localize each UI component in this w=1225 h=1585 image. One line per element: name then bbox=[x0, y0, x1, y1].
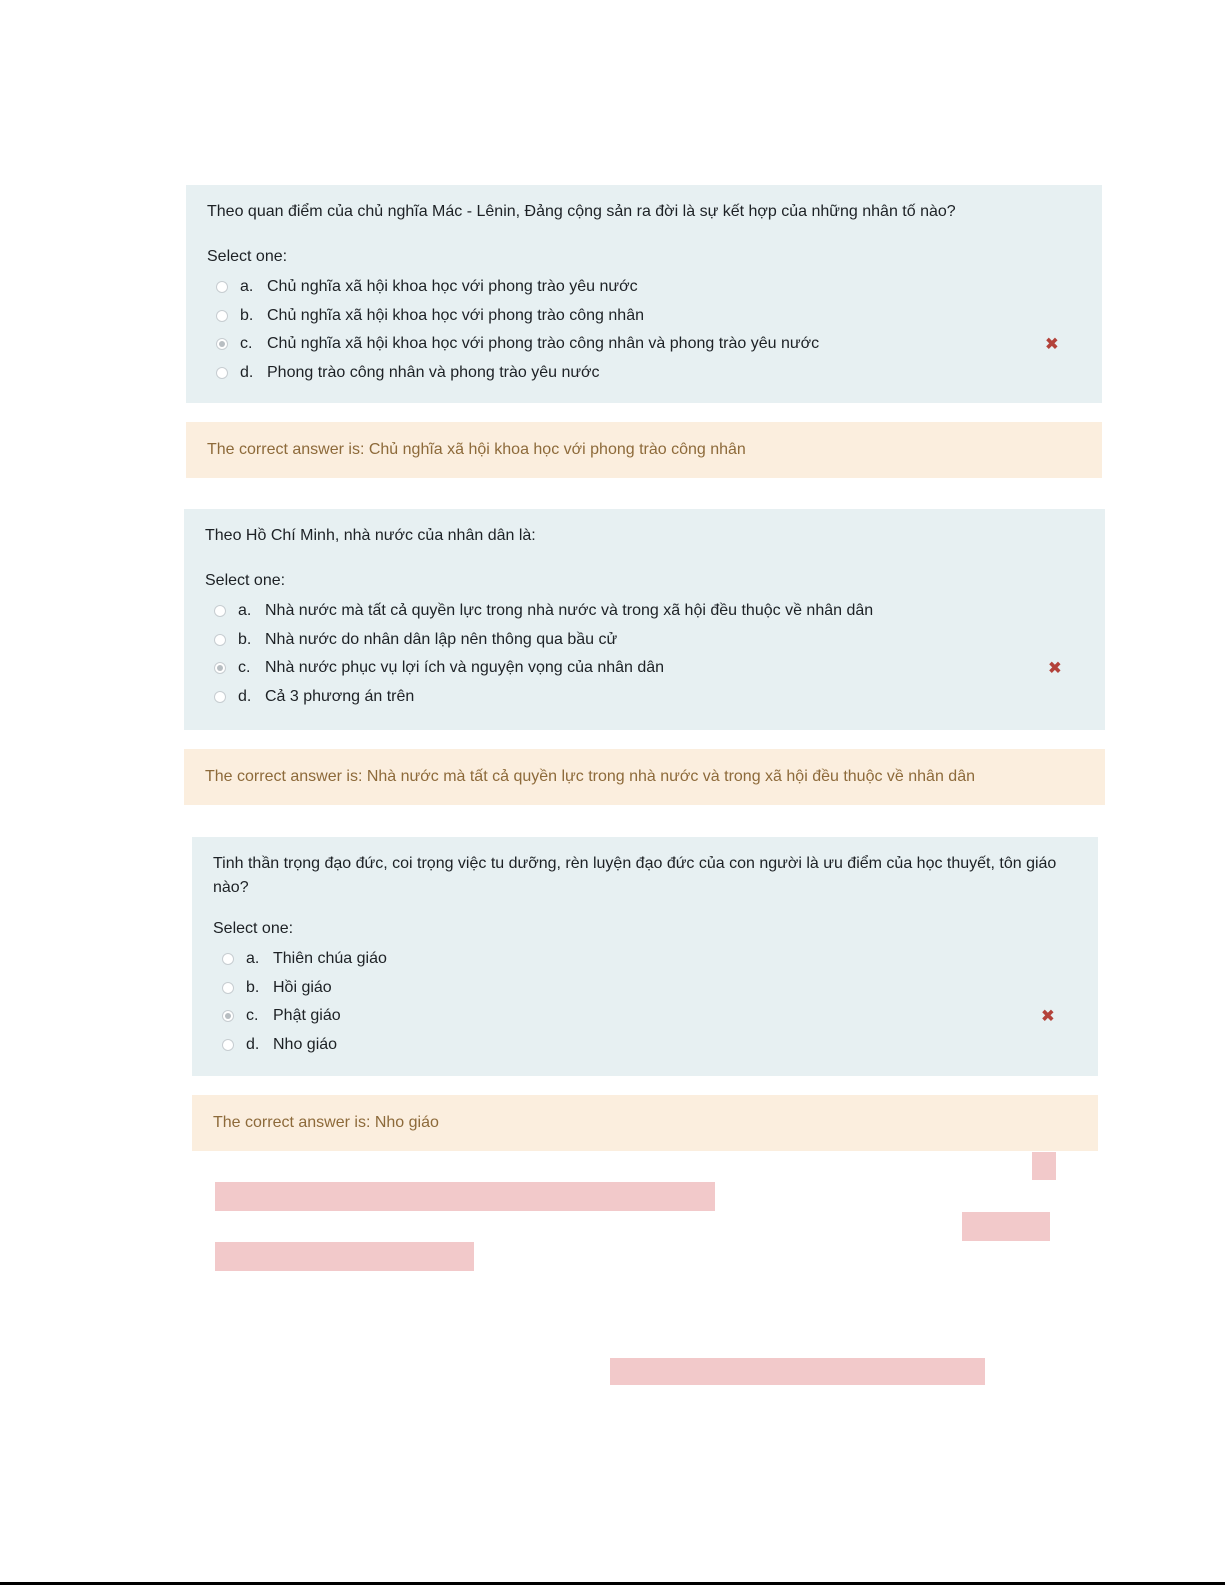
question-text-line-1: Tinh thần trọng đạo đức, coi trọng việc tu dưỡng, rèn luyện đạo đức của con người là ưu điểm của học thuyết, tôn giáo bbox=[213, 855, 1057, 872]
option-letter: b. bbox=[246, 978, 260, 996]
cross-icon: ✖ bbox=[1040, 1006, 1055, 1026]
feedback-box bbox=[192, 1095, 1098, 1151]
cross-icon: ✖ bbox=[1047, 658, 1062, 678]
radio-button-selected[interactable] bbox=[216, 338, 228, 350]
radio-button[interactable] bbox=[216, 310, 228, 322]
redaction-block bbox=[962, 1212, 1050, 1241]
option-letter: b. bbox=[238, 630, 252, 648]
radio-button[interactable] bbox=[214, 605, 226, 617]
radio-button[interactable] bbox=[222, 1039, 234, 1051]
option-b[interactable] bbox=[213, 974, 1077, 1003]
option-letter: a. bbox=[238, 602, 252, 620]
feedback-box bbox=[186, 422, 1102, 478]
select-one-label: Select one: bbox=[207, 248, 288, 265]
option-text: Chủ nghĩa xã hội khoa học với phong trào yêu nước bbox=[267, 278, 638, 296]
radio-button[interactable] bbox=[214, 691, 226, 703]
feedback-prefix: The correct answer is: bbox=[205, 768, 363, 785]
option-a[interactable] bbox=[213, 945, 1077, 974]
cross-icon: ✖ bbox=[1044, 334, 1059, 354]
option-text: Thiên chúa giáo bbox=[273, 950, 387, 968]
option-text: Hồi giáo bbox=[273, 978, 332, 996]
option-text: Nhà nước mà tất cả quyền lực trong nhà nước và trong xã hội đều thuộc về nhân dân bbox=[265, 602, 874, 620]
feedback-answer: Chủ nghĩa xã hội khoa học với phong trào công nhân bbox=[368, 441, 746, 458]
option-b[interactable] bbox=[207, 302, 1081, 331]
option-letter: d. bbox=[238, 687, 252, 705]
option-letter: c. bbox=[246, 1007, 259, 1025]
question-2-card bbox=[184, 509, 1105, 730]
radio-button[interactable] bbox=[222, 982, 234, 994]
option-letter: c. bbox=[238, 659, 251, 677]
option-text: Phong trào công nhân và phong trào yêu nước bbox=[267, 363, 600, 381]
option-letter: a. bbox=[240, 278, 254, 296]
redaction-block bbox=[610, 1358, 985, 1385]
option-text: Chủ nghĩa xã hội khoa học với phong trào công nhân và phong trào yêu nước bbox=[267, 335, 820, 353]
option-text: Chủ nghĩa xã hội khoa học với phong trào công nhân bbox=[267, 306, 644, 324]
radio-button[interactable] bbox=[216, 281, 228, 293]
redaction-block bbox=[215, 1182, 715, 1211]
radio-button-selected[interactable] bbox=[222, 1010, 234, 1022]
option-letter: d. bbox=[240, 363, 254, 381]
option-c[interactable] bbox=[213, 1002, 1077, 1031]
option-a[interactable] bbox=[207, 273, 1081, 302]
option-d[interactable] bbox=[205, 683, 1084, 712]
feedback-answer: Nhà nước mà tất cả quyền lực trong nhà nước và trong xã hội đều thuộc về nhân dân bbox=[366, 768, 975, 785]
option-c[interactable] bbox=[207, 330, 1081, 359]
question-text: Theo Hồ Chí Minh, nhà nước của nhân dân là: bbox=[205, 527, 536, 544]
option-letter: c. bbox=[240, 335, 253, 353]
question-3-card bbox=[192, 837, 1098, 1076]
option-b[interactable] bbox=[205, 626, 1084, 655]
option-a[interactable] bbox=[205, 597, 1084, 626]
option-text: Phật giáo bbox=[273, 1007, 341, 1025]
option-d[interactable] bbox=[207, 359, 1081, 388]
redaction-block bbox=[1032, 1152, 1056, 1180]
redaction-block bbox=[215, 1242, 474, 1271]
question-text-line-2: nào? bbox=[213, 879, 249, 896]
option-c[interactable] bbox=[205, 654, 1084, 683]
option-text: Nhà nước do nhân dân lập nên thông qua bầu cử bbox=[265, 630, 618, 648]
option-letter: d. bbox=[246, 1035, 260, 1053]
question-1-card bbox=[186, 185, 1102, 403]
question-text: Theo quan điểm của chủ nghĩa Mác - Lênin, Đảng cộng sản ra đời là sự kết hợp của những nhân tố nào? bbox=[207, 203, 956, 220]
question-text bbox=[213, 852, 1077, 900]
radio-button-selected[interactable] bbox=[214, 662, 226, 674]
option-text: Nhà nước phục vụ lợi ích và nguyện vọng của nhân dân bbox=[265, 659, 665, 677]
option-letter: b. bbox=[240, 306, 254, 324]
select-one-label: Select one: bbox=[205, 572, 286, 589]
option-letter: a. bbox=[246, 950, 260, 968]
feedback-answer: Nho giáo bbox=[374, 1114, 439, 1131]
feedback-prefix: The correct answer is: bbox=[213, 1114, 371, 1131]
radio-button[interactable] bbox=[214, 634, 226, 646]
option-text: Nho giáo bbox=[273, 1035, 338, 1053]
radio-button[interactable] bbox=[216, 367, 228, 379]
option-text: Cả 3 phương án trên bbox=[265, 687, 415, 705]
option-d[interactable] bbox=[213, 1031, 1077, 1060]
radio-button[interactable] bbox=[222, 953, 234, 965]
select-one-label: Select one: bbox=[213, 920, 294, 937]
feedback-box bbox=[184, 749, 1105, 805]
feedback-prefix: The correct answer is: bbox=[207, 441, 365, 458]
